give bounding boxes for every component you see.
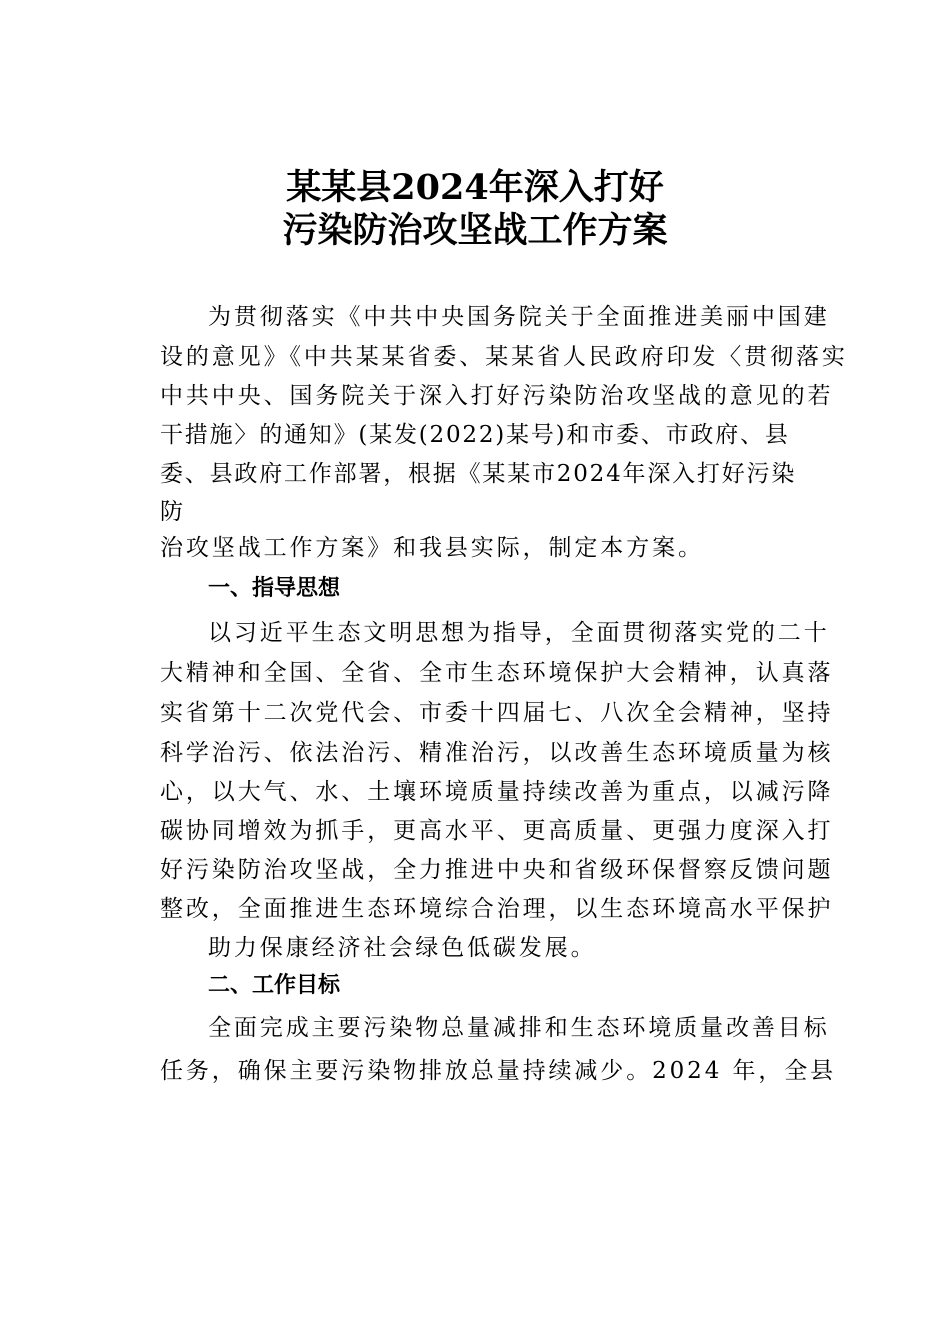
document-title-line-1: 某某县2024年深入打好 [286,167,664,208]
section-line: 大精神和全国、全省、全市生态环境保护大会精神，认真落 [160,660,834,686]
section-line: 全面完成主要污染物总量减排和生态环境质量改善目标 [208,1015,830,1041]
intro-line: 中共中央、国务院关于深入打好污染防治攻坚战的意见的若 [160,383,834,409]
section-line: 助力保康经济社会绿色低碳发展。 [208,935,597,961]
section-heading: 一、指导思想 [208,576,341,601]
section-heading: 二、工作目标 [208,973,341,998]
section-line: 实省第十二次党代会、市委十四届七、八次全会精神，坚持 [160,700,834,726]
section-line: 任务，确保主要污染物排放总量持续减少。2024 年，全县 [160,1058,837,1084]
intro-line: 治攻坚战工作方案》和我县实际，制定本方案。 [160,535,704,561]
intro-line: 防 [160,499,186,525]
section-line: 以习近平生态文明思想为指导，全面贯彻落实党的二十 [208,620,830,646]
section-line: 碳协同增效为抓手，更高水平、更高质量、更强力度深入打 [160,818,834,844]
section-line: 整改，全面推进生态环境综合治理，以生态环境高水平保护 [160,896,834,922]
section-line: 科学治污、依法治污、精准治污，以改善生态环境质量为核 [160,740,834,766]
section-line: 心，以大气、水、土壤环境质量持续改善为重点，以减污降 [160,779,834,805]
intro-line: 委、县政府工作部署，根据《某某市2024年深入打好污染 [160,461,797,487]
intro-line: 干措施〉的通知》(某发(2022)某号)和市委、市政府、县 [160,422,790,448]
section-line: 好污染防治攻坚战，全力推进中央和省级环保督察反馈问题 [160,857,834,883]
intro-line: 为贯彻落实《中共中央国务院关于全面推进美丽中国建 [208,304,830,330]
intro-line: 设的意见》《中共某某省委、某某省人民政府印发〈贯彻落实 [160,344,848,370]
document-title-line-2: 污染防治攻坚战工作方案 [282,210,668,251]
